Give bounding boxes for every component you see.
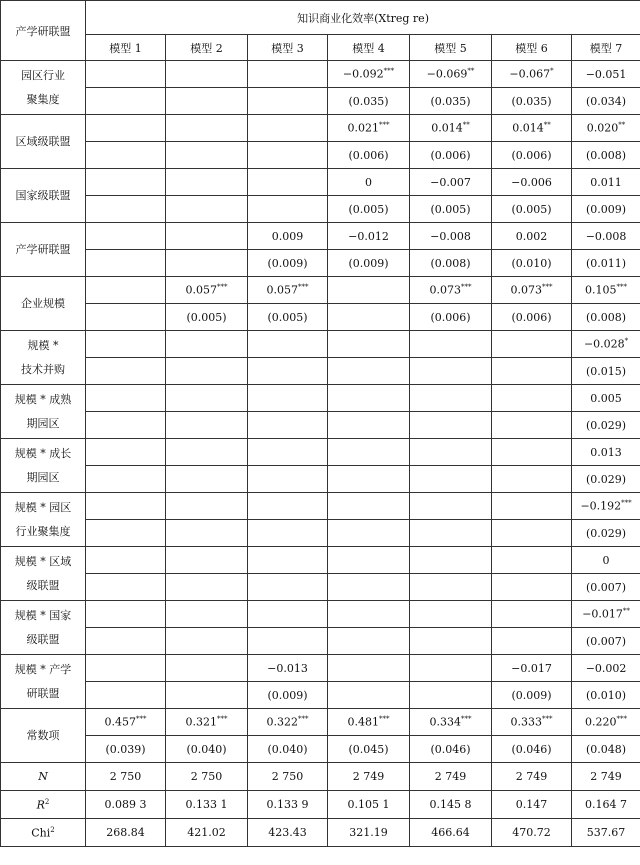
coefficient-cell <box>328 493 410 520</box>
coefficient-row <box>1 709 640 736</box>
variable-label-line: 期园区 <box>26 416 60 430</box>
standard-error-cell <box>248 466 328 493</box>
standard-error-cell: (0.035) <box>328 88 410 115</box>
standard-error-cell <box>492 358 572 385</box>
model-header: 模型 2 <box>166 35 248 61</box>
standard-error-cell <box>248 88 328 115</box>
coefficient-cell <box>492 331 572 358</box>
stat-label: N <box>1 763 86 791</box>
standard-error-cell <box>248 520 328 547</box>
standard-error-cell <box>86 520 166 547</box>
coefficient-cell <box>328 439 410 466</box>
stat-value-cell: 2 749 <box>492 763 572 791</box>
standard-error-cell <box>248 142 328 169</box>
standard-error-cell: (0.011) <box>572 250 640 277</box>
coefficient-cell: 0 <box>328 169 410 196</box>
coefficient-cell <box>166 169 248 196</box>
standard-error-cell <box>492 574 572 601</box>
variable-label-line: 期园区 <box>26 470 60 484</box>
coefficient-cell <box>410 439 492 466</box>
coefficient-cell: 0.057*** <box>166 277 248 304</box>
standard-error-cell <box>410 520 492 547</box>
standard-error-cell: (0.040) <box>248 736 328 763</box>
standard-error-cell <box>86 412 166 439</box>
variable-label-line: 规模 * 成长 <box>14 446 72 460</box>
variable-label-line: 技术并购 <box>21 362 65 376</box>
variable-label <box>1 61 86 115</box>
standard-error-cell <box>86 250 166 277</box>
stat-value-cell: 321.19 <box>328 819 410 847</box>
stat-value-cell: 537.67 <box>572 819 640 847</box>
variable-label <box>1 331 86 385</box>
standard-error-cell <box>492 466 572 493</box>
coefficient-cell: 0.105*** <box>572 277 640 304</box>
coefficient-row <box>1 547 640 574</box>
coefficient-cell <box>86 601 166 628</box>
standard-error-cell: (0.009) <box>328 250 410 277</box>
coefficient-cell: 0.002 <box>492 223 572 250</box>
coefficient-cell <box>410 385 492 412</box>
variable-label-line: 规模 * 成熟 <box>14 392 72 406</box>
stat-value-cell: 2 750 <box>86 763 166 791</box>
stat-value-cell: 0.164 7 <box>572 791 640 819</box>
standard-error-cell <box>166 520 248 547</box>
standard-error-cell <box>410 682 492 709</box>
coefficient-cell: 0.013 <box>572 439 640 466</box>
standard-error-cell: (0.008) <box>572 142 640 169</box>
standard-error-cell <box>410 412 492 439</box>
variable-label <box>1 439 86 493</box>
coefficient-cell: 0.321*** <box>166 709 248 736</box>
variable-label-line: 规模 * 园区 <box>14 500 72 514</box>
model-header: 模型 6 <box>492 35 572 61</box>
variable-label-line: 国家级联盟 <box>15 188 71 202</box>
coefficient-cell: 0.014** <box>492 115 572 142</box>
coefficient-row <box>1 61 640 88</box>
coefficient-cell: 0.005 <box>572 385 640 412</box>
coefficient-cell <box>166 223 248 250</box>
standard-error-cell: (0.046) <box>492 736 572 763</box>
variable-label <box>1 709 86 763</box>
variable-label <box>1 493 86 547</box>
coefficient-cell: 0.020** <box>572 115 640 142</box>
variable-label-line: 园区行业 <box>21 68 65 82</box>
standard-error-cell <box>86 142 166 169</box>
standard-error-cell: (0.009) <box>248 682 328 709</box>
variable-label-line: 行业聚集度 <box>15 524 71 538</box>
standard-error-cell: (0.009) <box>492 682 572 709</box>
variable-label-line: 级联盟 <box>26 578 60 592</box>
standard-error-cell: (0.040) <box>166 736 248 763</box>
coefficient-cell: 0.322*** <box>248 709 328 736</box>
standard-error-row <box>1 628 640 655</box>
coefficient-cell <box>166 331 248 358</box>
stat-row-chi <box>1 819 640 847</box>
variable-label <box>1 547 86 601</box>
coefficient-cell <box>328 385 410 412</box>
coefficient-row <box>1 115 640 142</box>
standard-error-cell <box>492 520 572 547</box>
coefficient-cell: 0.021*** <box>328 115 410 142</box>
stat-row-n <box>1 763 640 791</box>
standard-error-cell: (0.005) <box>166 304 248 331</box>
stat-row-r2 <box>1 791 640 819</box>
coefficient-cell: −0.028* <box>572 331 640 358</box>
stat-value-cell: 423.43 <box>248 819 328 847</box>
coefficient-cell: 0.009 <box>248 223 328 250</box>
stat-value-cell: 2 749 <box>328 763 410 791</box>
coefficient-cell <box>166 439 248 466</box>
stat-value-cell: 466.64 <box>410 819 492 847</box>
standard-error-cell: (0.035) <box>492 88 572 115</box>
coefficient-cell: −0.013 <box>248 655 328 682</box>
stat-value-cell: 268.84 <box>86 819 166 847</box>
coefficient-cell <box>86 61 166 88</box>
coefficient-row <box>1 223 640 250</box>
standard-error-cell <box>328 304 410 331</box>
standard-error-cell <box>410 466 492 493</box>
coefficient-cell: −0.008 <box>572 223 640 250</box>
standard-error-cell <box>166 358 248 385</box>
stat-value-cell: 2 749 <box>572 763 640 791</box>
coefficient-cell <box>248 493 328 520</box>
standard-error-row <box>1 142 640 169</box>
standard-error-cell: (0.048) <box>572 736 640 763</box>
standard-error-cell <box>166 88 248 115</box>
standard-error-cell <box>86 628 166 655</box>
coefficient-cell <box>166 547 248 574</box>
variable-label-line: 产学研联盟 <box>15 242 71 256</box>
variable-label <box>1 601 86 655</box>
model-header: 模型 5 <box>410 35 492 61</box>
variable-label <box>1 385 86 439</box>
coefficient-cell: −0.017 <box>492 655 572 682</box>
standard-error-cell <box>86 682 166 709</box>
standard-error-cell <box>166 628 248 655</box>
standard-error-cell: (0.034) <box>572 88 640 115</box>
standard-error-cell <box>166 574 248 601</box>
stat-value-cell: 470.72 <box>492 819 572 847</box>
stat-value-cell: 0.105 1 <box>328 791 410 819</box>
dependent-variable-header: 知识商业化效率(Xtreg re) <box>86 1 640 35</box>
coefficient-cell <box>248 115 328 142</box>
stat-value-cell: 2 750 <box>248 763 328 791</box>
coefficient-cell <box>86 439 166 466</box>
coefficient-cell: 0.457*** <box>86 709 166 736</box>
coefficient-cell: −0.007 <box>410 169 492 196</box>
corner-header: 产学研联盟 <box>1 1 86 61</box>
coefficient-cell: −0.092*** <box>328 61 410 88</box>
standard-error-cell: (0.008) <box>410 250 492 277</box>
stat-value-cell: 0.133 1 <box>166 791 248 819</box>
stat-value-cell: 2 750 <box>166 763 248 791</box>
variable-label <box>1 169 86 223</box>
coefficient-cell <box>248 601 328 628</box>
coefficient-row <box>1 277 640 304</box>
standard-error-cell: (0.039) <box>86 736 166 763</box>
standard-error-cell <box>248 196 328 223</box>
coefficient-cell <box>86 169 166 196</box>
standard-error-cell: (0.005) <box>328 196 410 223</box>
model-header: 模型 1 <box>86 35 166 61</box>
standard-error-cell: (0.029) <box>572 412 640 439</box>
coefficient-cell <box>86 655 166 682</box>
coefficient-cell <box>248 61 328 88</box>
standard-error-cell <box>86 574 166 601</box>
stat-value-cell: 0.089 3 <box>86 791 166 819</box>
standard-error-cell: (0.005) <box>410 196 492 223</box>
coefficient-cell <box>248 385 328 412</box>
coefficient-row <box>1 601 640 628</box>
standard-error-cell <box>166 466 248 493</box>
stat-value-cell: 0.145 8 <box>410 791 492 819</box>
variable-label <box>1 223 86 277</box>
standard-error-cell <box>410 628 492 655</box>
standard-error-row <box>1 466 640 493</box>
standard-error-cell: (0.035) <box>410 88 492 115</box>
coefficient-cell <box>166 385 248 412</box>
standard-error-cell <box>86 304 166 331</box>
standard-error-cell: (0.007) <box>572 574 640 601</box>
stat-value-cell: 0.133 9 <box>248 791 328 819</box>
coefficient-row <box>1 331 640 358</box>
stat-value-cell: 2 749 <box>410 763 492 791</box>
standard-error-cell: (0.010) <box>572 682 640 709</box>
coefficient-cell: 0.057*** <box>248 277 328 304</box>
coefficient-cell <box>166 493 248 520</box>
coefficient-cell: −0.017** <box>572 601 640 628</box>
standard-error-cell <box>328 358 410 385</box>
coefficient-cell <box>248 169 328 196</box>
coefficient-cell <box>248 439 328 466</box>
standard-error-cell <box>328 520 410 547</box>
model-header: 模型 4 <box>328 35 410 61</box>
coefficient-cell <box>328 331 410 358</box>
variable-label-line: 研联盟 <box>26 686 60 700</box>
coefficient-cell <box>166 115 248 142</box>
coefficient-cell <box>166 601 248 628</box>
coefficient-cell <box>166 655 248 682</box>
standard-error-cell: (0.009) <box>248 250 328 277</box>
standard-error-cell <box>328 466 410 493</box>
coefficient-cell <box>248 331 328 358</box>
standard-error-row <box>1 520 640 547</box>
standard-error-cell <box>86 358 166 385</box>
standard-error-row <box>1 304 640 331</box>
standard-error-row <box>1 196 640 223</box>
stat-label: $R^2$ <box>1 791 86 819</box>
coefficient-cell: −0.008 <box>410 223 492 250</box>
standard-error-cell <box>248 412 328 439</box>
standard-error-cell <box>86 196 166 223</box>
coefficient-row <box>1 439 640 466</box>
variable-label-line: 规模 * 产学 <box>14 662 72 676</box>
standard-error-cell <box>328 628 410 655</box>
standard-error-cell: (0.008) <box>572 304 640 331</box>
standard-error-cell: (0.010) <box>492 250 572 277</box>
coefficient-cell <box>328 655 410 682</box>
coefficient-cell <box>86 547 166 574</box>
standard-error-cell <box>166 250 248 277</box>
model-header: 模型 7 <box>572 35 640 61</box>
variable-label-line: 聚集度 <box>26 92 60 106</box>
stat-value-cell: 0.147 <box>492 791 572 819</box>
stat-value-cell: 421.02 <box>166 819 248 847</box>
coefficient-cell <box>86 493 166 520</box>
coefficient-cell: 0.481*** <box>328 709 410 736</box>
standard-error-cell <box>410 574 492 601</box>
standard-error-cell: (0.006) <box>328 142 410 169</box>
coefficient-cell: −0.002 <box>572 655 640 682</box>
standard-error-cell: (0.029) <box>572 466 640 493</box>
standard-error-cell <box>166 412 248 439</box>
variable-label-line: 规模 * 国家 <box>14 608 72 622</box>
variable-label <box>1 115 86 169</box>
coefficient-cell <box>492 601 572 628</box>
standard-error-cell <box>166 682 248 709</box>
coefficient-cell <box>86 277 166 304</box>
coefficient-cell: 0 <box>572 547 640 574</box>
variable-label <box>1 655 86 709</box>
variable-label-line: 常数项 <box>26 728 60 742</box>
variable-label-line: 区域级联盟 <box>15 134 71 148</box>
coefficient-row <box>1 493 640 520</box>
coefficient-cell <box>492 385 572 412</box>
coefficient-cell: −0.069** <box>410 61 492 88</box>
coefficient-cell: 0.334*** <box>410 709 492 736</box>
coefficient-cell <box>492 493 572 520</box>
standard-error-row <box>1 574 640 601</box>
coefficient-cell: 0.220*** <box>572 709 640 736</box>
standard-error-cell: (0.006) <box>492 304 572 331</box>
coefficient-cell <box>410 655 492 682</box>
standard-error-cell <box>248 358 328 385</box>
coefficient-cell: −0.067* <box>492 61 572 88</box>
coefficient-cell: 0.333*** <box>492 709 572 736</box>
standard-error-cell: (0.009) <box>572 196 640 223</box>
variable-label-line: 规模 * <box>27 338 59 352</box>
coefficient-cell <box>328 547 410 574</box>
standard-error-cell <box>86 466 166 493</box>
coefficient-row <box>1 169 640 196</box>
standard-error-cell <box>86 88 166 115</box>
coefficient-cell <box>328 601 410 628</box>
standard-error-cell: (0.045) <box>328 736 410 763</box>
standard-error-cell <box>166 196 248 223</box>
coefficient-cell: 0.014** <box>410 115 492 142</box>
coefficient-cell <box>410 547 492 574</box>
standard-error-cell: (0.006) <box>492 142 572 169</box>
standard-error-cell: (0.015) <box>572 358 640 385</box>
standard-error-cell: (0.006) <box>410 304 492 331</box>
standard-error-cell <box>248 574 328 601</box>
standard-error-cell <box>492 412 572 439</box>
coefficient-cell <box>328 277 410 304</box>
coefficient-cell <box>410 493 492 520</box>
standard-error-row <box>1 682 640 709</box>
standard-error-cell <box>492 628 572 655</box>
coefficient-cell <box>86 223 166 250</box>
variable-label-line: 规模 * 区域 <box>14 554 72 568</box>
variable-label <box>1 277 86 331</box>
standard-error-cell: (0.005) <box>492 196 572 223</box>
standard-error-row <box>1 358 640 385</box>
coefficient-cell: 0.011 <box>572 169 640 196</box>
coefficient-cell <box>166 61 248 88</box>
coefficient-cell <box>492 439 572 466</box>
standard-error-cell <box>328 682 410 709</box>
variable-label-line: 企业规模 <box>21 296 65 310</box>
stat-label: Chi$^2$ <box>1 819 86 847</box>
standard-error-row <box>1 736 640 763</box>
coefficient-cell <box>86 385 166 412</box>
standard-error-row <box>1 250 640 277</box>
standard-error-cell: (0.006) <box>410 142 492 169</box>
standard-error-cell <box>410 358 492 385</box>
coefficient-cell: −0.006 <box>492 169 572 196</box>
coefficient-row <box>1 655 640 682</box>
standard-error-row <box>1 88 640 115</box>
coefficient-cell: −0.192*** <box>572 493 640 520</box>
coefficient-cell <box>410 331 492 358</box>
model-header: 模型 3 <box>248 35 328 61</box>
coefficient-cell: 0.073*** <box>410 277 492 304</box>
standard-error-cell <box>328 574 410 601</box>
coefficient-cell <box>410 601 492 628</box>
standard-error-cell <box>328 412 410 439</box>
coefficient-cell <box>86 331 166 358</box>
coefficient-cell: −0.051 <box>572 61 640 88</box>
coefficient-cell <box>248 547 328 574</box>
standard-error-cell: (0.029) <box>572 520 640 547</box>
coefficient-cell <box>86 115 166 142</box>
standard-error-cell: (0.046) <box>410 736 492 763</box>
variable-label-line: 级联盟 <box>26 632 60 646</box>
standard-error-cell: (0.007) <box>572 628 640 655</box>
standard-error-cell <box>248 628 328 655</box>
coefficient-row <box>1 385 640 412</box>
coefficient-cell: −0.012 <box>328 223 410 250</box>
standard-error-row <box>1 412 640 439</box>
standard-error-cell: (0.005) <box>248 304 328 331</box>
coefficient-cell: 0.073*** <box>492 277 572 304</box>
coefficient-cell <box>492 547 572 574</box>
standard-error-cell <box>166 142 248 169</box>
